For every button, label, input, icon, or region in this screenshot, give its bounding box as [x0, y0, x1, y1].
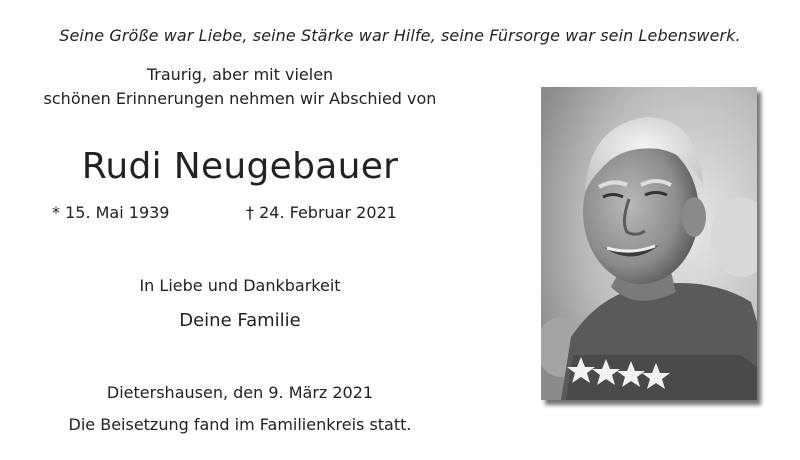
deceased-name: Rudi Neugebauer: [81, 146, 399, 187]
intro-line-2: schönen Erinnerungen nehmen wir Abschied von: [43, 89, 437, 108]
place-and-date: Dietershausen, den 9. März 2021: [106, 383, 374, 402]
portrait-image: [541, 87, 757, 400]
motto-line: Seine Größe war Liebe, seine Stärke war Hilfe, seine Fürsorge war sein Lebenswerk.: [59, 26, 741, 45]
death-date: † 24. Februar 2021: [246, 203, 397, 222]
intro-text: [20, 63, 460, 111]
portrait-photo: [541, 87, 757, 400]
intro-line-1: Traurig, aber mit vielen: [146, 65, 334, 84]
birth-date: * 15. Mai 1939: [52, 203, 170, 222]
burial-note: Die Beisetzung fand im Familienkreis statt.: [68, 415, 412, 434]
family-signature: Deine Familie: [179, 310, 301, 331]
thanks-line: In Liebe und Dankbarkeit: [139, 276, 341, 295]
